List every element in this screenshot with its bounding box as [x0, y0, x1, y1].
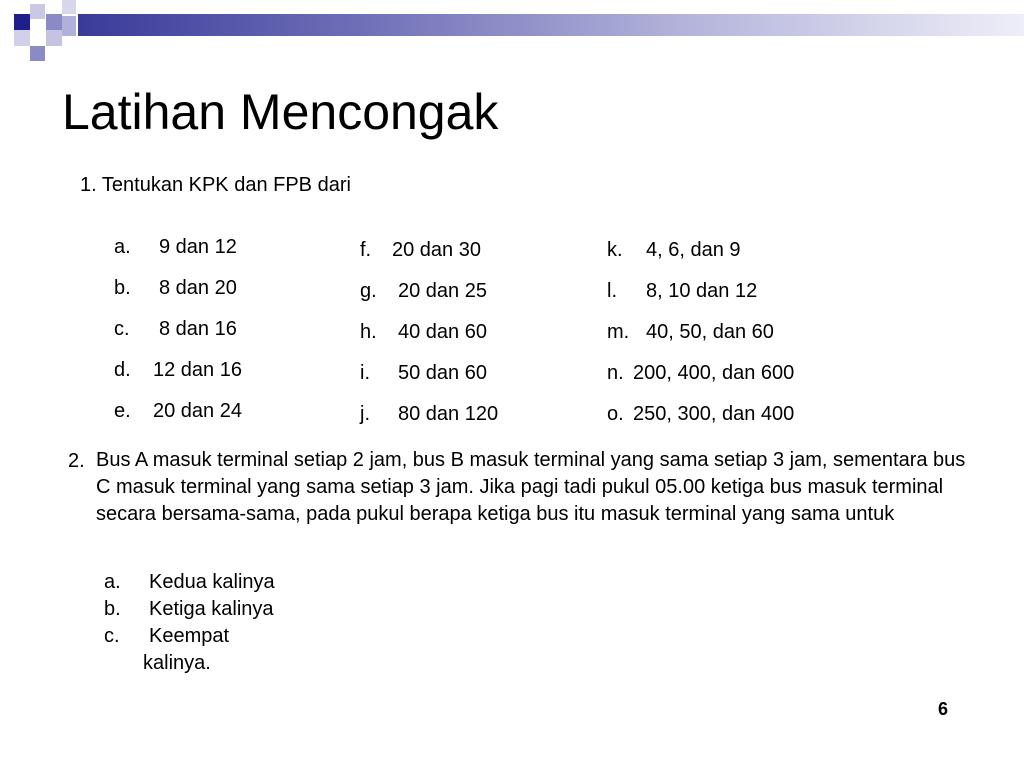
decor-square: [30, 4, 45, 19]
list-item: g. 20 dan 25: [360, 280, 487, 302]
list-item: c. 8 dan 16: [114, 318, 237, 340]
page-number: 6: [937, 699, 948, 719]
decor-square: [46, 30, 62, 46]
list-item: j. 80 dan 120: [360, 403, 499, 425]
decor-square: [62, 16, 76, 36]
list-item: h. 40 dan 60: [360, 321, 487, 343]
list-item: b. 8 dan 20: [114, 277, 237, 299]
question-2-number: 2.: [68, 450, 85, 472]
slide-title: Latihan Mencongak: [62, 84, 499, 140]
list-item: a. Kedua kalinya: [104, 571, 275, 593]
question-1-number: 1.: [80, 174, 97, 196]
list-item: e. 20 dan 24: [114, 400, 242, 422]
question-1-prompt: [80, 173, 351, 197]
decor-square: [46, 14, 62, 30]
list-item: b. Ketiga kalinya: [104, 598, 274, 620]
decor-square: [62, 0, 76, 14]
list-item: f. 20 dan 30: [360, 239, 481, 261]
decor-square: [30, 46, 45, 61]
list-item: o. 250, 300, dan 400: [607, 403, 795, 425]
list-item: i. 50 dan 60: [360, 362, 487, 384]
question-2-text: Bus A masuk terminal setiap 2 jam, bus B masuk terminal yang sama setiap 3 jam, sementara bus C masuk terminal yang sama setiap 3 jam. Jika pagi tadi pukul 05.00 ketiga bus masuk terminal secara bersama-sama, pada pukul berapa ketiga bus itu masuk terminal yang sama untuk: [96, 449, 966, 525]
list-item: m. 40, 50, dan 60: [607, 321, 774, 343]
list-item: l. 8, 10 dan 12: [607, 280, 758, 302]
list-item-continuation: kalinya.: [143, 652, 211, 674]
list-item: n. 200, 400, dan 600: [607, 362, 795, 384]
decor-square: [14, 30, 30, 46]
header-gradient-bar: [78, 14, 1024, 36]
list-item: d. 12 dan 16: [114, 359, 242, 381]
list-item: a. 9 dan 12: [114, 236, 237, 258]
decor-square: [14, 14, 30, 30]
question-1-text: Tentukan KPK dan FPB dari: [101, 174, 351, 196]
list-item: c. Keempat: [104, 625, 230, 647]
list-item: k. 4, 6, dan 9: [607, 239, 741, 261]
